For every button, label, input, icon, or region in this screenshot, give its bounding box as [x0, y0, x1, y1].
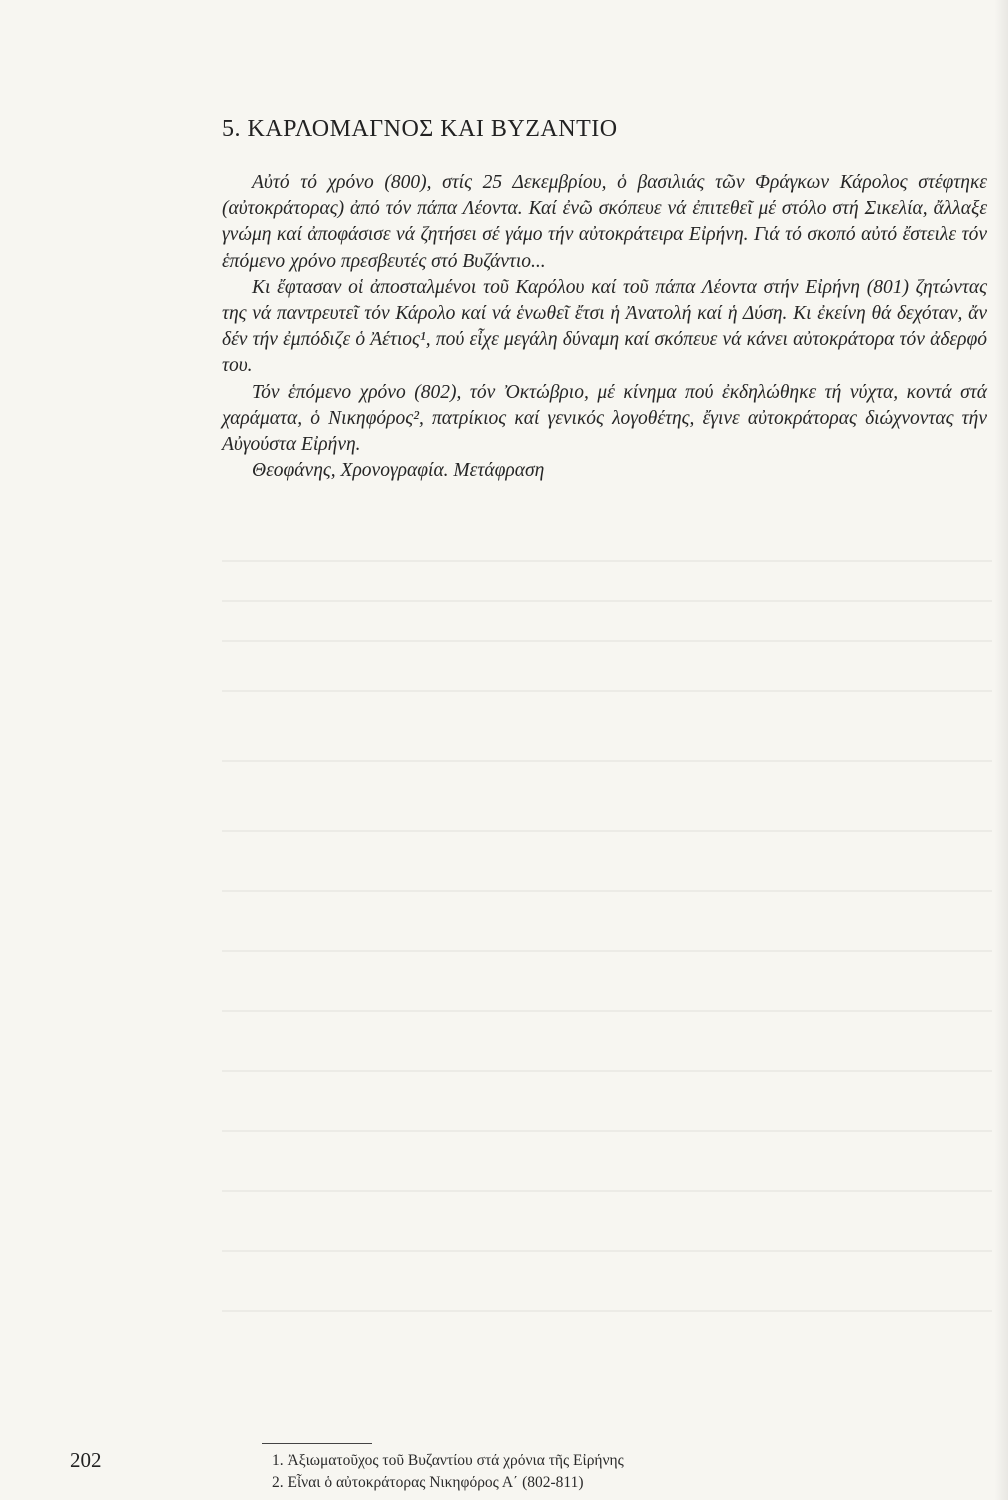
section-heading: 5. ΚΑΡΛΟΜΑΓΝΟΣ ΚΑΙ ΒΥΖΑΝΤΙΟ: [222, 116, 618, 142]
footnote-divider: [262, 1443, 372, 1444]
quote-paragraph-2: Κι ἔφτασαν οἱ ἀποσταλμένοι τοῦ Καρόλου καί τοῦ πάπα Λέοντα στήν Εἰρήνη (801) ζητώντας της νά παντρευτεῖ τόν Κάρολο καί νά ἑνωθεῖ ἔτσι ἡ Ἀνατολή καί ἡ Δύση. Κι ἐκείνη θά δεχόταν, ἄν δέν τήν ἐμπόδιζε ὁ Ἀέτιος¹, πού εἶχε μεγάλη δύναμη καί σκόπευε νά κάνει αὐτοκράτορα τόν ἀδερφό του.: [222, 276, 987, 377]
footnote-1: 1. Ἀξιωματοῦχος τοῦ Βυζαντίου στά χρόνια τῆς Εἰρήνης: [272, 1452, 624, 1469]
quote-paragraph-3: Τόν ἑπόμενο χρόνο (802), τόν Ὀκτώβριο, μέ κίνημα πού ἐκδηλώθηκε τή νύχτα, κοντά στά χαράματα, ὁ Νικηφόρος², πατρίκιος καί γενικός λογοθέτης, ἔγινε αὐτοκράτορας διώχνοντας τήν Αὐγούστα Εἰρήνη.: [222, 381, 987, 456]
quote-paragraph-1: Αὐτό τό χρόνο (800), στίς 25 Δεκεμβρίου, ὁ βασιλιάς τῶν Φράγκων Κάρολος στέφτηκε (αὐτοκράτορας) ἀπό τόν πάπα Λέοντα. Καί ἐνῶ σκόπευε νά ἐπιτεθεῖ μέ στόλο στή Σικελία, ἄλλαξε γνώμη καί ἀποφάσισε νά ζητήσει σέ γάμο τήν αὐτοκράτειρα Εἰρήνη. Γιά τό σκοπό αὐτό ἔστειλε τόν ἑπόμενο χρόνο πρεσβευτές στό Βυζάντιο...: [222, 172, 987, 272]
quoted-passage: [222, 170, 987, 484]
page-number: 202: [70, 1448, 102, 1472]
quote-source: Θεοφάνης, Χρονογραφία. Μετάφραση: [252, 460, 545, 482]
page-edge-shadow: [994, 0, 1008, 1500]
footnotes: [272, 1450, 624, 1494]
footnote-2: 2. Εἶναι ὁ αὐτοκράτορας Νικηφόρος Α΄ (802-811): [272, 1474, 584, 1491]
